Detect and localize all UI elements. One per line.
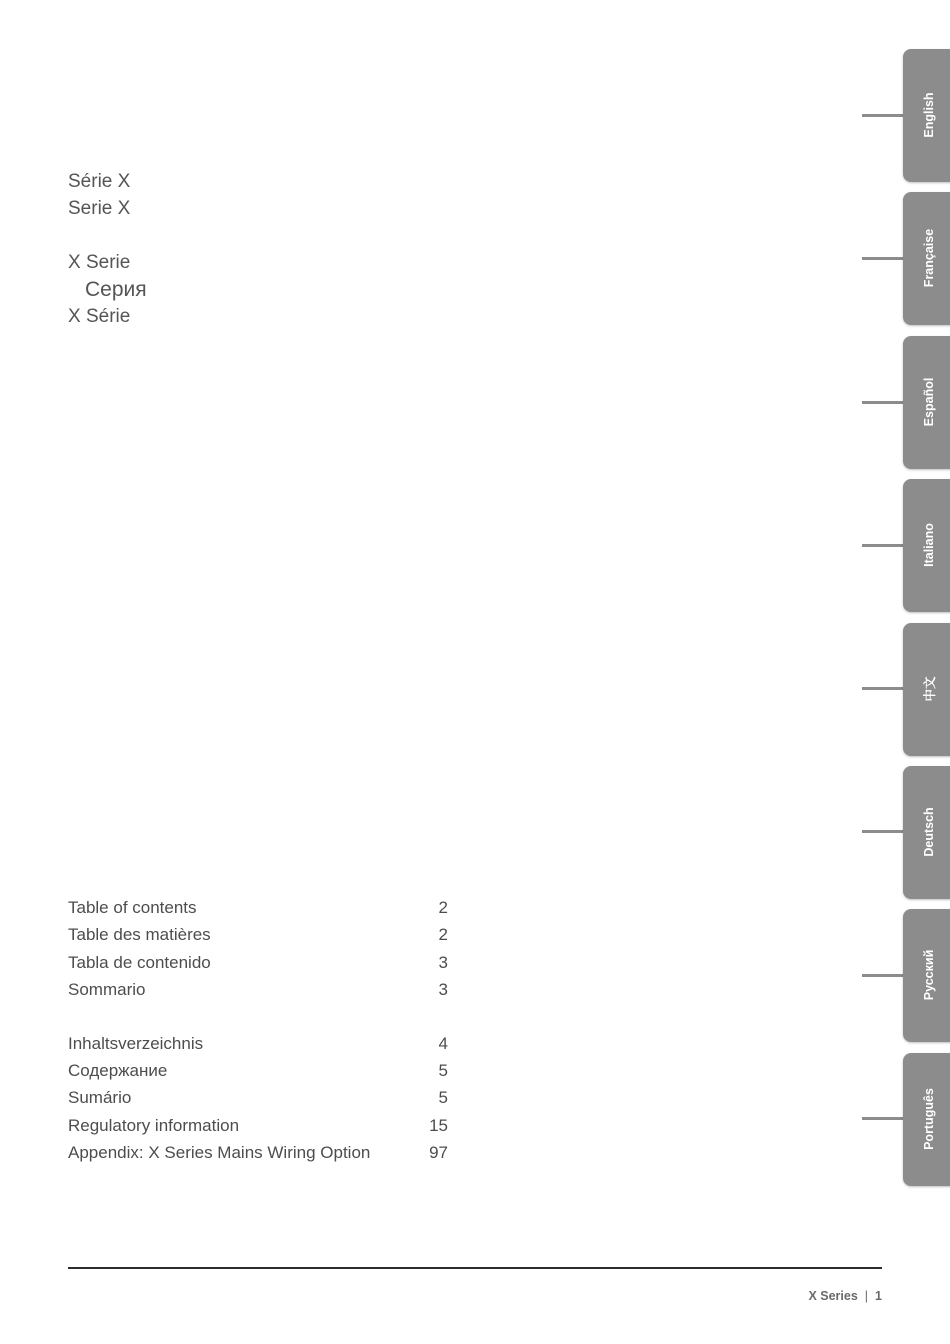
- tab-connector: [862, 544, 903, 547]
- footer-rule: [68, 1267, 882, 1269]
- toc-entry-page: 2: [438, 898, 448, 917]
- tab-label: Italiano: [922, 523, 936, 567]
- tab-label: Deutsch: [922, 807, 936, 857]
- tab-label: English: [922, 92, 936, 138]
- page-number: 1: [875, 1289, 882, 1303]
- toc-entry[interactable]: [68, 1139, 448, 1166]
- toc-entry-page: 3: [438, 979, 448, 999]
- tab-label: Русский: [922, 949, 936, 1001]
- tab-connector: [862, 401, 903, 404]
- toc-entry-label: Содержание: [68, 1060, 168, 1080]
- tab-francaise[interactable]: [903, 192, 950, 325]
- toc-entry[interactable]: [68, 949, 448, 976]
- toc-entry[interactable]: [68, 1057, 448, 1084]
- toc-entry[interactable]: [68, 1084, 448, 1111]
- toc-entry-page: 5: [438, 1088, 448, 1108]
- tab-english[interactable]: [903, 49, 950, 182]
- toc-entry[interactable]: [68, 894, 448, 921]
- tab-chinese[interactable]: [903, 623, 950, 756]
- toc-entry-label: Regulatory information: [68, 1115, 240, 1135]
- tab-connector: [862, 114, 903, 117]
- tab-portugues[interactable]: [903, 1053, 950, 1186]
- series-title-fr: Série X: [68, 171, 131, 192]
- tab-connector: [862, 1117, 903, 1120]
- toc-entry-label: Sommario: [68, 979, 146, 999]
- toc-entry[interactable]: [68, 1030, 448, 1057]
- toc-entry-page: 3: [438, 952, 448, 972]
- tab-connector: [862, 830, 903, 833]
- footer-product: X Series: [808, 1289, 858, 1303]
- toc-entry-label: Appendix: X Series Mains Wiring Option: [68, 1142, 371, 1162]
- toc-entry-label: Sumário: [68, 1088, 132, 1108]
- tab-connector: [862, 257, 903, 260]
- series-title-de: X Serie: [68, 252, 131, 273]
- tab-label: Español: [922, 377, 936, 427]
- toc-entry-label: Tabla de contenido: [68, 952, 211, 972]
- spacer: [68, 1003, 448, 1030]
- toc-entry-label: Inhaltsverzeichnis: [68, 1033, 204, 1053]
- toc-entry-label: Table des matières: [68, 925, 211, 945]
- series-title-ru: Серия: [85, 278, 147, 301]
- toc-entry[interactable]: [68, 976, 448, 1003]
- toc-entry-page: 15: [429, 1115, 448, 1135]
- toc-entry-page: 97: [429, 1142, 448, 1162]
- toc-entry-label: Table of contents: [68, 898, 197, 917]
- toc-entry-page: 2: [438, 925, 448, 945]
- tab-connector: [862, 974, 903, 977]
- series-title-pt: X Série: [68, 306, 131, 327]
- footer-separator: |: [864, 1289, 869, 1303]
- series-title-es: Serie X: [68, 198, 131, 219]
- tab-espanol[interactable]: [903, 336, 950, 469]
- tab-connector: [862, 687, 903, 690]
- table-of-contents: [68, 894, 448, 1166]
- toc-entry-page: 4: [438, 1033, 448, 1053]
- tab-italiano[interactable]: [903, 479, 950, 612]
- tab-label: Française: [922, 228, 936, 288]
- toc-entry[interactable]: [68, 1112, 448, 1139]
- tab-russian[interactable]: [903, 909, 950, 1042]
- spacer: [68, 222, 147, 249]
- tab-deutsch[interactable]: [903, 766, 950, 899]
- tab-label: 中文: [923, 676, 937, 702]
- tab-label: Português: [922, 1088, 936, 1150]
- toc-entry[interactable]: [68, 921, 448, 948]
- toc-entry-page: 5: [438, 1060, 448, 1080]
- series-title-list: [68, 168, 147, 330]
- page-footer: [808, 1289, 882, 1303]
